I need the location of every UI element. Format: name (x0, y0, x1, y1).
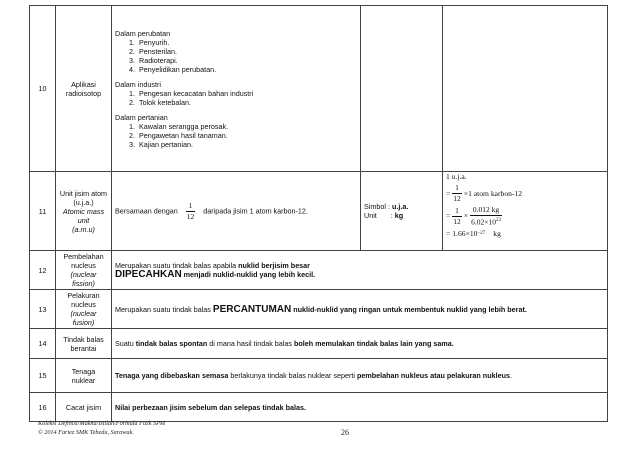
term-cell (56, 172, 112, 251)
definition-cell (112, 172, 361, 251)
row-number: 12 (30, 251, 56, 290)
term-cell: Pembelahan nucleus (nuclear fission) (56, 251, 112, 290)
term-line: Atomic mass (62, 206, 105, 216)
list-item: 2. Pengawetan hasil tanaman. (137, 131, 357, 140)
table-row (30, 172, 608, 251)
formula-cell (443, 172, 608, 251)
fraction (186, 201, 196, 222)
term-cell: Aplikasi radioisotop (56, 6, 112, 172)
list (115, 122, 357, 149)
definition-text: Bersamaan dengan (115, 205, 178, 215)
formula (446, 172, 604, 239)
row-number: 16 (30, 393, 56, 422)
term-cell: Cacat jisim (56, 393, 112, 422)
list-item: 3. Kajian pertanian. (137, 140, 357, 149)
row-number: 15 (30, 359, 56, 393)
fraction-denominator: 12 (186, 211, 195, 221)
symbol-line: Simbol : u.j.a. (364, 202, 409, 211)
list-item: 4. Penyelidikan perubatan. (137, 65, 357, 74)
fraction: $\frac{1}{12}$ (453, 205, 461, 226)
list-item: 3. Radioterapi. (137, 56, 357, 65)
group-title: Dalam pertanian (115, 112, 168, 122)
row-number: 13 (30, 290, 56, 329)
group-title: Dalam perubatan (115, 28, 171, 38)
table-row (30, 251, 608, 290)
table-row (30, 6, 608, 172)
term-line: (a.m.u) (72, 224, 95, 234)
list-item: 2. Tolok ketebalan. (137, 98, 357, 107)
list-item: 1. Kawalan serangga perosak. (137, 122, 357, 131)
unit-value: kg (394, 211, 404, 220)
definition-cell: Nilai perbezaan jisim sebelum dan selepas tindak balas. (112, 393, 608, 422)
page-footer (38, 419, 165, 437)
group-title: Dalam industri (115, 79, 161, 89)
definition-cell (112, 6, 361, 172)
definition-table (29, 5, 608, 422)
definition-text: daripada jisim 1 atom karbon-12. (203, 205, 308, 215)
fraction-numerator: 1 (186, 201, 196, 212)
list-item: 2. Pensterilan. (137, 47, 357, 56)
unit-line: Unit : kg (364, 211, 404, 220)
list-item: 1. Penyurih. (137, 38, 357, 47)
definition-cell: Merupakan suatu tindak balas apabila nuklid berjisim besar DIPECAHKAN menjadi nuklid-nuklid yang lebih kecil. (112, 251, 608, 290)
table-row (30, 393, 608, 422)
definition-cell: Tenaga yang dibebaskan semasa berlakunya tindak balas nuklear seperti pembelahan nukleus atau pelakuran nukleus. (112, 359, 608, 393)
term-line: (u.j.a.) (73, 197, 94, 207)
row-number: 14 (30, 329, 56, 359)
list-item: 1. Pengesan kecacatan bahan industri (137, 89, 357, 98)
definition-cell: Suatu tindak balas spontan di mana hasil tindak balas boleh memulakan tindak balas lain yang sama. (112, 329, 608, 359)
term-cell: Tindak balas berantai (56, 329, 112, 359)
table-row (30, 329, 608, 359)
symbol-cell (361, 172, 443, 251)
fraction: $\frac{0.012 kg}{6.02\times 10^{23}}$ (471, 205, 501, 227)
term-line: Unit jisim atom (59, 188, 108, 198)
row-number: 11 (30, 172, 56, 251)
formula-line: = $\frac{1}{12}$ ×1 atom karbon-12 (446, 183, 523, 203)
page-number: 26 (341, 428, 349, 437)
list (115, 89, 357, 107)
symbol-value: u.j.a. (391, 202, 409, 211)
footer-line: © 2014 Fariez SMK Tebedu, Sarawak. (38, 429, 134, 436)
symbol-cell (361, 6, 443, 172)
formula-line: 1 u.j.a. (446, 172, 467, 181)
row-number: 10 (30, 6, 56, 172)
definition-cell: Merupakan suatu tindak balas PERCANTUMAN nuklid-nuklid yang ringan untuk membentuk nuklid yang lebih berat. (112, 290, 608, 329)
fraction: $\frac{1}{12}$ (453, 183, 461, 203)
term-cell: Pelakuran nucleus (nuclear fusion) (56, 290, 112, 329)
table-row (30, 290, 608, 329)
footer-line: Koleksi Definisi/Makna/Istilah/Formula Fizik SPM (38, 420, 166, 427)
term-line: unit (77, 215, 90, 225)
formula-cell (443, 6, 608, 172)
formula-line: = $\frac{1}{12}$ × $\frac{0.012 kg}{6.02\times 10^{23}}$ (446, 205, 501, 227)
list (115, 38, 357, 74)
table-row (30, 359, 608, 393)
formula-line: = 1.66×10 −27 kg (446, 228, 501, 238)
term-cell: Tenaga nuklear (56, 359, 112, 393)
